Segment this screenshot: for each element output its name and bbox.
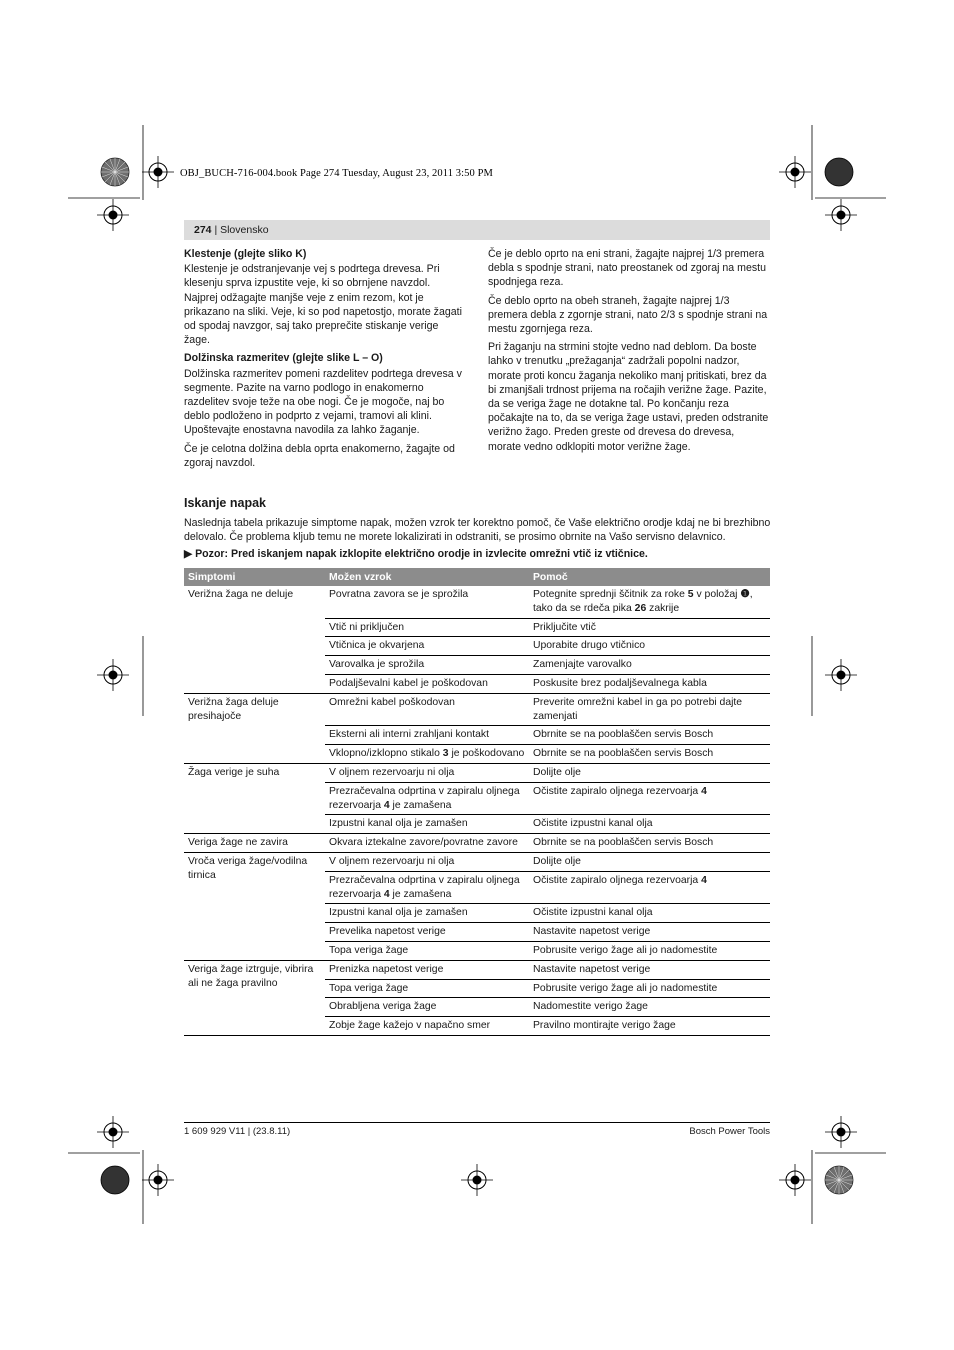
cause-cell: Prenizka napetost verige <box>325 960 529 979</box>
cause-cell: Podaljševalni kabel je poškodovan <box>325 674 529 693</box>
table-header-row <box>184 568 770 586</box>
file-info-line: OBJ_BUCH-716-004.book Page 274 Tuesday, August 23, 2011 3:50 PM <box>180 168 493 179</box>
footer-rule <box>184 1122 770 1123</box>
column-header: Simptomi <box>184 568 325 586</box>
symptom-cell: Verižna žaga ne deluje <box>184 586 325 693</box>
paragraph: Če je celotna dolžina debla oprta enakomerno, žagajte od zgoraj navzdol. <box>184 442 455 469</box>
remedy-cell: Nastavite napetost verige <box>529 923 770 942</box>
remedy-cell: Očistite zapiralo oljnega rezervoarja 4 <box>529 871 770 904</box>
remedy-cell: Preverite omrežni kabel in ga po potrebi dajte zamenjati <box>529 693 770 726</box>
cause-cell: V oljnem rezervoarju ni olja <box>325 763 529 782</box>
table-row <box>184 834 770 853</box>
page-header <box>184 220 770 240</box>
remedy-cell: Očistite zapiralo oljnega rezervoarja 4 <box>529 782 770 815</box>
cause-cell: Povratna zavora se je sprožila <box>325 586 529 618</box>
cause-cell: Izpustni kanal olja je zamašen <box>325 904 529 923</box>
cause-cell: Omrežni kabel poškodovan <box>325 693 529 726</box>
heading-razmeritev: Dolžinska razmeritev (glejte slike L – O) <box>184 352 383 365</box>
page-number: 274 <box>194 224 212 236</box>
remedy-cell: Potegnite sprednji ščitnik za roke 5 v položaj ❶, tako da se rdeča pika 26 zakrije <box>529 586 770 618</box>
remedy-cell: Nadomestite verigo žage <box>529 998 770 1017</box>
cause-cell: Eksterni ali interni zrahljani kontakt <box>325 726 529 745</box>
remedy-cell: Obrnite se na pooblaščen servis Bosch <box>529 726 770 745</box>
remedy-cell: Zamenjajte varovalko <box>529 656 770 675</box>
symptom-cell: Verižna žaga deluje presihajoče <box>184 693 325 763</box>
troubleshooting-table <box>184 568 770 1036</box>
left-column <box>184 247 466 474</box>
cause-cell: Vklopno/izklopno stikalo 3 je poškodovano <box>325 745 529 764</box>
cause-cell: V oljnem rezervoarju ni olja <box>325 852 529 871</box>
section-intro: Naslednja tabela prikazuje simptome napak, možen vzrok ter korektno pomoč, če Vaše električno orodje kdaj ne bi brezhibno delovalo. Če problema kljub temu ne morete lokalizirati in odstraniti, se prosimo obrnite na Vašo servisno delavnico. <box>184 517 771 544</box>
cause-cell: Obrabljena veriga žage <box>325 998 529 1017</box>
remedy-cell: Nastavite napetost verige <box>529 960 770 979</box>
column-header: Možen vzrok <box>325 568 529 586</box>
table-row <box>184 960 770 979</box>
symptom-cell: Veriga žage ne zavira <box>184 834 325 853</box>
remedy-cell: Obrnite se na pooblaščen servis Bosch <box>529 745 770 764</box>
table-row <box>184 586 770 618</box>
header-language: Slovensko <box>220 224 269 236</box>
cause-cell: Topa veriga žage <box>325 979 529 998</box>
paragraph: Če deblo oprto na obeh straneh, žagajte najprej 1/3 premera debla z zgornje strani, nato 2/3 s spodnje strani na mestu zgornjega reza. <box>488 294 768 336</box>
cause-cell: Prevelika napetost verige <box>325 923 529 942</box>
remedy-cell: Očistite izpustni kanal olja <box>529 904 770 923</box>
footer-brand: Bosch Power Tools <box>689 1126 770 1137</box>
cause-cell: Zobje žage kažejo v napačno smer <box>325 1017 529 1036</box>
arrow-marker-icon: ▶ <box>184 548 193 560</box>
remedy-cell: Pravilno montirajte verigo žage <box>529 1017 770 1036</box>
remedy-cell: Poskusite brez podaljševalnega kabla <box>529 674 770 693</box>
symptom-cell: Žaga verige je suha <box>184 763 325 833</box>
remedy-cell: Uporabite drugo vtičnico <box>529 637 770 656</box>
warning-note <box>184 547 774 561</box>
remedy-cell: Priključite vtič <box>529 618 770 637</box>
section-title: Iskanje napak <box>184 496 266 510</box>
remedy-cell: Obrnite se na pooblaščen servis Bosch <box>529 834 770 853</box>
cause-cell: Prezračevalna odprtina v zapiralu oljnega rezervoarja 4 je zamašena <box>325 782 529 815</box>
cause-cell: Vtičnica je okvarjena <box>325 637 529 656</box>
cause-cell: Topa veriga žage <box>325 941 529 960</box>
paragraph: Dolžinska razmeritev pomeni razdelitev podrtega drevesa v segmente. Pazite na varno podlogo in enakomerno razdelitev svoje teže na obe nogi. Če je mogoče, naj bo deblo podloženo in podprto z vejami, tramovi ali klini. Upoštevajte enostavna navodila za lahko žaganje. <box>184 367 462 437</box>
remedy-cell: Pobrusite verigo žage ali jo nadomestite <box>529 979 770 998</box>
remedy-cell: Pobrusite verigo žage ali jo nadomestite <box>529 941 770 960</box>
warning-text: Pozor: Pred iskanjem napak izklopite električno orodje in izvlecite omrežni vtič iz vtičnice. <box>195 548 648 560</box>
cause-cell: Varovalka je sprožila <box>325 656 529 675</box>
right-column <box>488 247 770 458</box>
table-row <box>184 852 770 871</box>
column-header: Pomoč <box>529 568 770 586</box>
remedy-cell: Dolijte olje <box>529 852 770 871</box>
remedy-cell: Očistite izpustni kanal olja <box>529 815 770 834</box>
paragraph: Klestenje je odstranjevanje vej s podrtega drevesa. Pri klesenju sprva izpustite veje, ki so obrnjene navzdol. Najprej odžagajte manjše veje z enim rezom, kot je prikazano na sliki. Veje, ki so pod napetostjo, morate žagati od spodaj navzgor, saj tako preprečite stiskanje verige žage. <box>184 263 462 347</box>
heading-klestenje: Klestenje (glejte sliko K) <box>184 248 307 260</box>
symptom-cell: Veriga žage iztrguje, vibrira ali ne žaga pravilno <box>184 960 325 1035</box>
cause-cell: Prezračevalna odprtina v zapiralu oljnega rezervoarja 4 je zamašena <box>325 871 529 904</box>
cause-cell: Izpustni kanal olja je zamašen <box>325 815 529 834</box>
table-row <box>184 763 770 782</box>
header-separator: | <box>211 224 221 236</box>
table-row <box>184 693 770 726</box>
footer-doc-code: 1 609 929 V11 | (23.8.11) <box>184 1126 291 1137</box>
cause-cell: Okvara iztekalne zavore/povratne zavore <box>325 834 529 853</box>
remedy-cell: Dolijte olje <box>529 763 770 782</box>
cause-cell: Vtič ni priključen <box>325 618 529 637</box>
paragraph: Pri žaganju na strmini stojte vedno nad deblom. Da boste lahko v trenutku „prežaganja“ zadržali popolni nadzor, morate proti koncu žaganja nekoliko manj pritiskati, brez da bi zmanjšali trdnost prijema na ročajih verižne žage. Pazite, da se veriga žage ne dotakne tal. Po končanju reza počakajte na to, da se veriga žage ustavi, preden odstranite verižno žago. Preden greste od drevesa do drevesa, morate vedno odklopiti motor verižne žage. <box>488 341 769 453</box>
table-body <box>184 586 770 1035</box>
symptom-cell: Vroča veriga žage/vodilna tirnica <box>184 852 325 960</box>
paragraph: Če je deblo oprto na eni strani, žagajte najprej 1/3 premera debla s spodnje strani, nato preostanek od zgoraj na mestu spodnjega reza. <box>488 248 766 289</box>
